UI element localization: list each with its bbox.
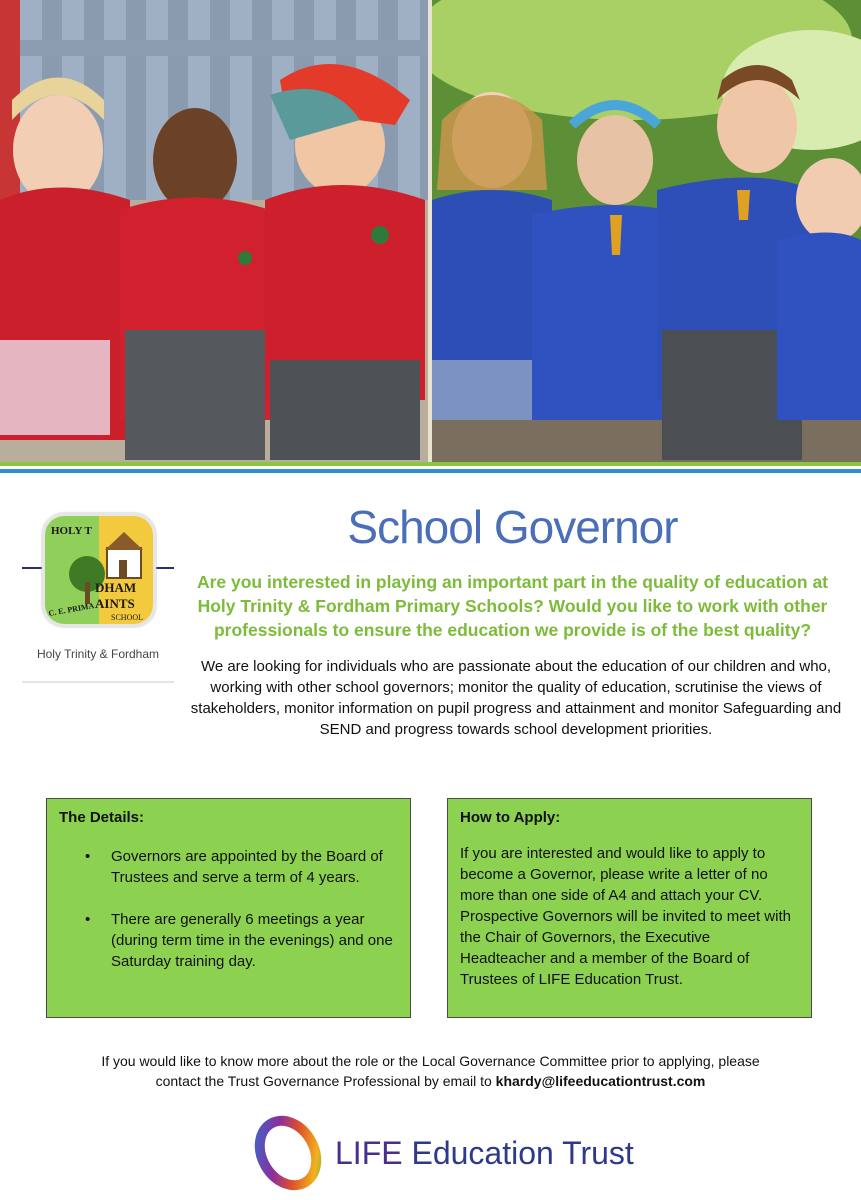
apply-box [447,798,812,1018]
logo-rule-left [22,567,42,569]
details-box [46,798,411,1018]
apply-title: How to Apply: [460,809,561,826]
school-crest-logo [42,513,156,627]
crest-text-mid: DHAM [95,580,137,595]
page-title: School Governor [347,501,678,553]
bullet-icon: • [85,848,91,865]
school-crest-graphic [45,516,153,624]
logo-underline [22,681,174,683]
divider-green [0,462,861,466]
school-logo-caption: Holy Trinity & Fordham [36,647,160,661]
school-logo-block [22,505,174,685]
divider-blue [0,469,861,473]
trust-name-suffix: Education Trust [402,1135,634,1171]
details-list [59,846,398,972]
trust-name-prefix: LIFE [335,1135,403,1171]
trust-name [335,1135,634,1172]
photo-banner [0,0,861,462]
contact-line-2-text: contact the Trust Governance Professional by email to [155,1073,496,1089]
trust-logo [250,1113,634,1193]
contact-line-1: If you would like to know more about the role or the Local Governance Committee prior to applying, please [101,1053,760,1069]
details-item-text: Governors are appointed by the Board of Trustees and serve a term of 4 years. [111,848,383,886]
apply-instructions: If you are interested and would like to apply to become a Governor, please write a letter of no more than one side of A4 and attach your CV. Prospective Governors will be invited to meet with the Chair of Governors, the Executive Headteacher and a member of the Board of Trustees of LIFE Education Trust. [460,845,791,988]
details-item [59,909,394,972]
children-photo-left-illustration [0,0,428,462]
contact-line-2 [40,1071,821,1091]
children-photo-right-illustration [432,0,861,462]
crest-text-bottom-right: SCHOOL [111,613,144,622]
trust-ring-icon [250,1113,330,1193]
crest-text-top: HOLY T [51,525,92,537]
bullet-icon: • [85,911,91,928]
children-photo-left [0,0,428,462]
role-description: We are looking for individuals who are passionate about the education of our children and who, working with other school governors; monitor the quality of education, scrutinise the views of stakeholders, monitor information on pupil progress and attainment and monitor Safeguarding and SEND and progress towards school development priorities. [190,658,842,738]
details-item-text: There are generally 6 meetings a year (during term time in the evenings) and one Saturday training day. [111,911,393,970]
crest-text-bottom-left: C. E. PRIMA [47,601,95,618]
crest-text-mid2: AINTS [95,596,135,611]
logo-rule-right [156,567,174,569]
intro-question: Are you interested in playing an important part in the quality of education at Holy Trinity & Fordham Primary Schools? Would you like to work with other professionals to ensure the education we provide is of the best quality? [196,572,829,640]
contact-info [40,1051,821,1091]
contact-email-link[interactable]: khardy@lifeeducationtrust.com [495,1073,706,1089]
details-item [59,846,394,888]
details-title: The Details: [59,809,145,826]
children-photo-right [432,0,861,462]
